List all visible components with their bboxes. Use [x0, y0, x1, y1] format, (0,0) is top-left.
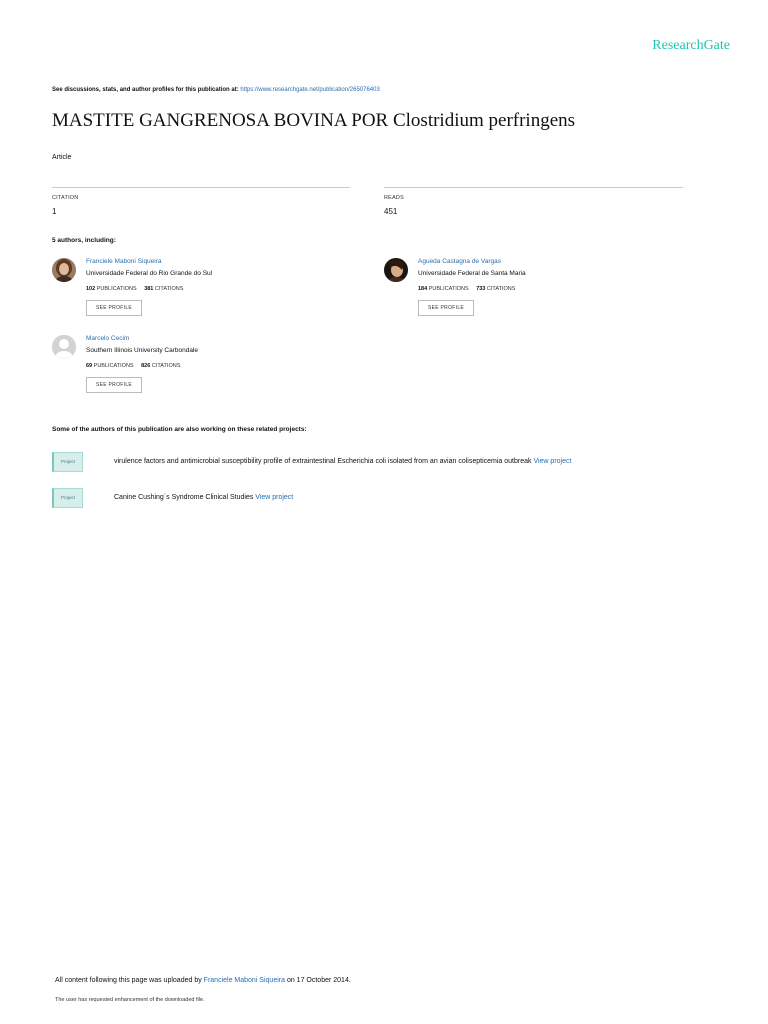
reads-stat — [384, 187, 683, 216]
citations-count: 381 — [144, 286, 154, 292]
see-profile-button[interactable]: SEE PROFILE — [418, 300, 474, 316]
citation-stat — [52, 187, 350, 216]
avatar[interactable] — [384, 258, 408, 282]
upload-prefix: All content following this page was uploaded by — [55, 977, 202, 984]
project-badge[interactable]: Project — [52, 452, 83, 472]
project-title: virulence factors and antimicrobial susceptibility profile of extraintestinal Escherichia coli isolated from an avian colisepticemia outbreak — [114, 458, 532, 465]
citations-label: CITATIONS — [486, 286, 516, 292]
upload-suffix: on 17 October 2014. — [286, 977, 351, 984]
avatar[interactable] — [52, 258, 76, 282]
reads-value: 451 — [384, 207, 398, 216]
publications-label: PUBLICATIONS — [96, 286, 137, 292]
author-name-link[interactable]: Agueda Castagna de Vargas — [418, 258, 501, 265]
citations-label: CITATIONS — [151, 363, 181, 369]
author-photo-icon — [52, 258, 76, 282]
author-institution: Universidade Federal do Rio Grande do Sul — [86, 270, 213, 277]
citation-label: CITATION — [52, 195, 79, 201]
author-name-link[interactable]: Marcelo Cecim — [86, 335, 130, 342]
publication-type: Article — [52, 154, 72, 161]
view-project-link[interactable]: View project — [533, 458, 572, 465]
citations-count: 826 — [141, 363, 151, 369]
publications-count: 102 — [86, 286, 96, 292]
author-institution: Southern Illinois University Carbondale — [86, 347, 199, 354]
avatar[interactable] — [52, 335, 76, 359]
discussions-line — [52, 87, 380, 93]
reads-label: READS — [384, 195, 404, 201]
publication-url-link[interactable]: https://www.researchgate.net/publication/265076403 — [240, 87, 380, 93]
author-stats — [86, 363, 180, 369]
project-text — [114, 458, 571, 465]
publications-label: PUBLICATIONS — [428, 286, 469, 292]
project-text — [114, 494, 293, 501]
authors-heading: 5 authors, including: — [52, 237, 116, 244]
view-project-link[interactable]: View project — [255, 494, 294, 501]
researchgate-logo[interactable]: ResearchGate — [652, 38, 730, 53]
author-name-link[interactable]: Franciele Maboni Siqueira — [86, 258, 162, 265]
enhancement-note: The user has requested enhancement of the downloaded file. — [55, 997, 205, 1003]
see-profile-button[interactable]: SEE PROFILE — [86, 377, 142, 393]
publication-title: MASTITE GANGRENOSA BOVINA POR Clostridium perfringens — [52, 110, 576, 131]
related-projects-heading: Some of the authors of this publication are also working on these related projects: — [52, 426, 307, 433]
publications-label: PUBLICATIONS — [93, 363, 134, 369]
see-profile-button[interactable]: SEE PROFILE — [86, 300, 142, 316]
project-title: Canine Cushing´s Syndrome Clinical Studies — [114, 494, 254, 501]
project-badge[interactable]: Project — [52, 488, 83, 508]
citations-label: CITATIONS — [154, 286, 184, 292]
citation-value: 1 — [52, 207, 57, 216]
author-photo-icon — [384, 258, 408, 282]
author-institution: Universidade Federal de Santa Maria — [418, 270, 526, 277]
citations-count: 733 — [476, 286, 486, 292]
author-stats — [418, 286, 515, 292]
discussions-lead: See discussions, stats, and author profiles for this publication at: — [52, 87, 239, 93]
uploader-link[interactable]: Franciele Maboni Siqueira — [203, 977, 285, 984]
author-stats — [86, 286, 183, 292]
default-avatar-icon — [52, 335, 76, 359]
upload-notice — [55, 977, 351, 984]
publications-count: 184 — [418, 286, 428, 292]
publications-count: 69 — [86, 363, 93, 369]
